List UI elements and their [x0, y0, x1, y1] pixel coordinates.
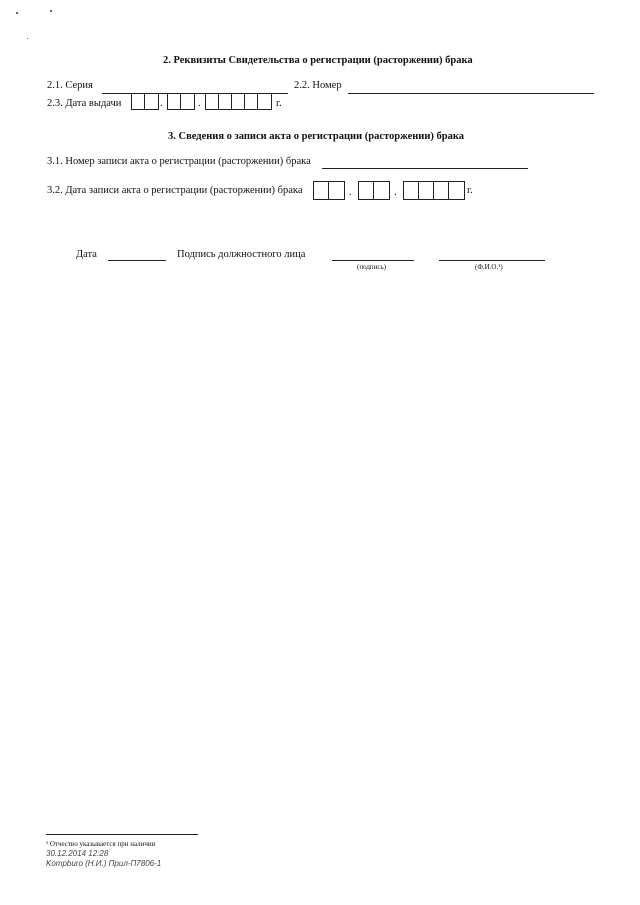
year-suffix: г. — [467, 185, 473, 196]
series-label: 2.1. Серия — [47, 80, 93, 91]
date-field[interactable] — [108, 260, 166, 261]
issue-year-cells[interactable] — [205, 93, 272, 110]
scan-speck — [27, 38, 28, 39]
scan-speck — [50, 10, 52, 12]
signature-caption: (подпись) — [357, 263, 387, 271]
section3-title: 3. Сведения о записи акта о регистрации (расторжении) брака — [168, 131, 464, 142]
date-separator: . — [394, 187, 397, 198]
record-number-label: 3.1. Номер записи акта о регистрации (расторжении) брака — [47, 156, 311, 167]
issue-date-label: 2.3. Дата выдачи — [47, 98, 122, 109]
record-month-cells[interactable] — [358, 181, 390, 200]
footnote: ¹ Отчество указывается при наличии — [46, 840, 156, 848]
date-separator: . — [349, 187, 352, 198]
date-separator: . — [160, 98, 163, 109]
signature-field[interactable] — [332, 260, 414, 261]
fio-field[interactable] — [439, 260, 545, 261]
record-number-field[interactable] — [322, 168, 528, 169]
number-field[interactable] — [348, 93, 594, 94]
issue-month-cells[interactable] — [167, 93, 195, 110]
scan-speck — [16, 12, 18, 14]
number-label: 2.2. Номер — [294, 80, 342, 91]
source-stamp: Kompburo (Н.И.) Прил-П7806-1 — [46, 859, 162, 868]
record-day-cells[interactable] — [313, 181, 345, 200]
official-signature-label: Подпись должностного лица — [177, 249, 306, 260]
record-date-label: 3.2. Дата записи акта о регистрации (расторжении) брака — [47, 185, 303, 196]
timestamp: 30.12.2014 12:28 — [46, 849, 109, 858]
section2-title: 2. Реквизиты Свидетельства о регистрации (расторжении) брака — [163, 55, 473, 66]
fio-caption: (Ф.И.О.¹) — [475, 263, 503, 271]
date-separator: . — [198, 98, 201, 109]
record-year-cells[interactable] — [403, 181, 465, 200]
issue-day-cells[interactable] — [131, 93, 159, 110]
year-suffix: г. — [276, 98, 282, 109]
date-label: Дата — [76, 249, 97, 260]
footnote-divider — [46, 834, 198, 835]
